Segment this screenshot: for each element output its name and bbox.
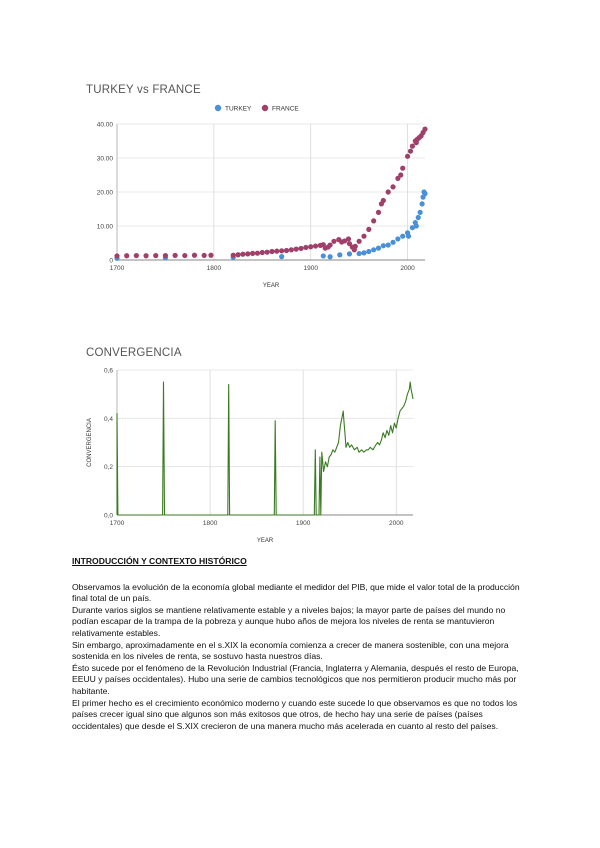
chart1-title: TURKEY vs FRANCE [86, 84, 201, 96]
data-point-france [182, 253, 187, 258]
y-tick-label: 0,0 [103, 512, 113, 520]
y-tick-label: 30.00 [96, 155, 113, 163]
series-line [117, 382, 413, 515]
y-tick-label: 10.00 [96, 223, 113, 231]
data-point-france [134, 253, 139, 258]
data-point-france [313, 243, 318, 248]
data-point-france [398, 172, 403, 177]
legend-marker-turkey [215, 105, 221, 111]
data-point-france [192, 253, 197, 258]
data-point-france [284, 248, 289, 253]
data-point-turkey [381, 243, 386, 248]
data-point-france [357, 239, 362, 244]
data-point-france [163, 253, 168, 258]
data-point-turkey [414, 223, 419, 228]
data-point-france [327, 242, 332, 247]
data-point-turkey [371, 247, 376, 252]
x-axis-label: YEAR [262, 283, 280, 289]
data-point-france [408, 149, 413, 154]
data-point-turkey [279, 254, 284, 259]
data-point-turkey [321, 253, 326, 258]
document-body [72, 556, 532, 732]
x-tick-label: 2000 [400, 265, 415, 272]
paragraph: Observamos la evolución de la economía global mediante el medidor del PIB, que mide el valor total de la producción final total de un país. [72, 581, 520, 604]
data-point-france [289, 247, 294, 252]
x-axis-label: YEAR [256, 538, 274, 544]
legend-label-turkey: TURKEY [225, 105, 252, 113]
data-point-turkey [361, 250, 366, 255]
x-tick-label: 1700 [109, 520, 125, 527]
data-point-france [422, 127, 427, 132]
data-point-france [371, 218, 376, 223]
data-point-turkey [357, 251, 362, 256]
data-point-france [269, 249, 274, 254]
data-point-turkey [406, 234, 411, 239]
y-tick-label: 20.00 [96, 189, 113, 197]
x-tick-label: 1800 [202, 520, 218, 527]
data-point-france [381, 198, 386, 203]
data-point-france [114, 253, 119, 258]
y-axis-label: CONVERGENCIA [87, 418, 93, 467]
data-point-france [346, 236, 351, 241]
data-point-turkey [376, 246, 381, 251]
data-point-france [143, 253, 148, 258]
turkey-france-chart [0, 0, 600, 300]
x-tick-label: 1800 [206, 265, 222, 272]
data-point-turkey [366, 249, 371, 254]
data-point-france [353, 244, 358, 249]
data-point-france [274, 249, 279, 254]
data-point-france [240, 252, 245, 257]
section-heading: INTRODUCCIÓN Y CONTEXTO HISTÓRICO [72, 556, 247, 566]
data-point-france [202, 253, 207, 258]
data-point-france [298, 246, 303, 251]
data-point-turkey [390, 240, 395, 245]
data-point-france [250, 251, 255, 256]
data-point-france [303, 245, 308, 250]
data-point-france [235, 252, 240, 257]
x-tick-label: 2000 [389, 520, 404, 527]
data-point-france [265, 250, 270, 255]
x-tick-label: 1900 [303, 265, 318, 272]
paragraph: El primer hecho es el crecimiento económico moderno y cuando este sucede lo que observamos es que no todos los países crecer igual sino que algunos son más exitosos que otros, de hecho hay una serie de países (países occidentales) que desde el S.XIX crecieron de una manera mucho más acelerada en cuanto al resto del países. [72, 697, 518, 731]
y-tick-label: 0,6 [103, 367, 113, 375]
y-tick-label: 0,4 [103, 415, 113, 423]
chart2-title: CONVERGENCIA [86, 347, 182, 359]
legend-label-france: FRANCE [272, 105, 299, 113]
y-tick-label: 0,2 [103, 464, 113, 472]
data-point-france [231, 253, 236, 258]
paragraph: Durante varios siglos se mantiene relativamente estable y a niveles bajos; la mayor parte de países del mundo no podían escapar de la trampa de la pobreza y aunque hubo años de mejora los niveles de renta se mantuvieron relativamente estables. [72, 604, 506, 638]
data-point-france [361, 234, 366, 239]
data-point-turkey [386, 242, 391, 247]
data-point-france [376, 210, 381, 215]
data-point-france [294, 247, 299, 252]
data-point-france [153, 253, 158, 258]
data-point-turkey [347, 251, 352, 256]
data-point-france [208, 253, 213, 258]
data-point-turkey [395, 236, 400, 241]
data-point-turkey [422, 191, 427, 196]
data-point-france [386, 189, 391, 194]
y-tick-label: 40.00 [96, 121, 113, 129]
data-point-france [173, 253, 178, 258]
data-point-france [331, 239, 336, 244]
data-point-turkey [327, 254, 332, 259]
data-point-france [400, 166, 405, 171]
x-tick-label: 1700 [109, 265, 125, 272]
y-tick-label: 0 [109, 257, 113, 265]
data-point-france [124, 253, 129, 258]
data-point-france [390, 184, 395, 189]
data-point-turkey [418, 210, 423, 215]
data-point-france [279, 248, 284, 253]
data-point-france [308, 244, 313, 249]
data-point-france [245, 251, 250, 256]
x-tick-label: 1900 [295, 520, 311, 527]
legend-marker-france [262, 105, 268, 111]
data-point-france [405, 154, 410, 159]
data-point-france [255, 251, 260, 256]
paragraph: Sin embargo, aproximadamente en el s.XIX la economía comienza a crecer de manera sostenible, con una mejora sostenida en los niveles de renta, se sostuvo hasta nuestros días. [72, 639, 509, 662]
data-point-turkey [337, 252, 342, 257]
data-point-france [260, 250, 265, 255]
data-point-france [366, 227, 371, 232]
data-point-turkey [416, 215, 421, 220]
data-point-turkey [419, 201, 424, 206]
paragraph: Ésto sucede por el fenómeno de la Revolución Industrial (Francia, Inglaterra y Alemania, después el resto de Europa, EEUU y países occidentales). Hubo una serie de cambios tecnológicos que nos permitieron producir mucho más por habitante. [72, 662, 519, 696]
data-point-turkey [400, 234, 405, 239]
convergencia-chart [0, 300, 600, 560]
